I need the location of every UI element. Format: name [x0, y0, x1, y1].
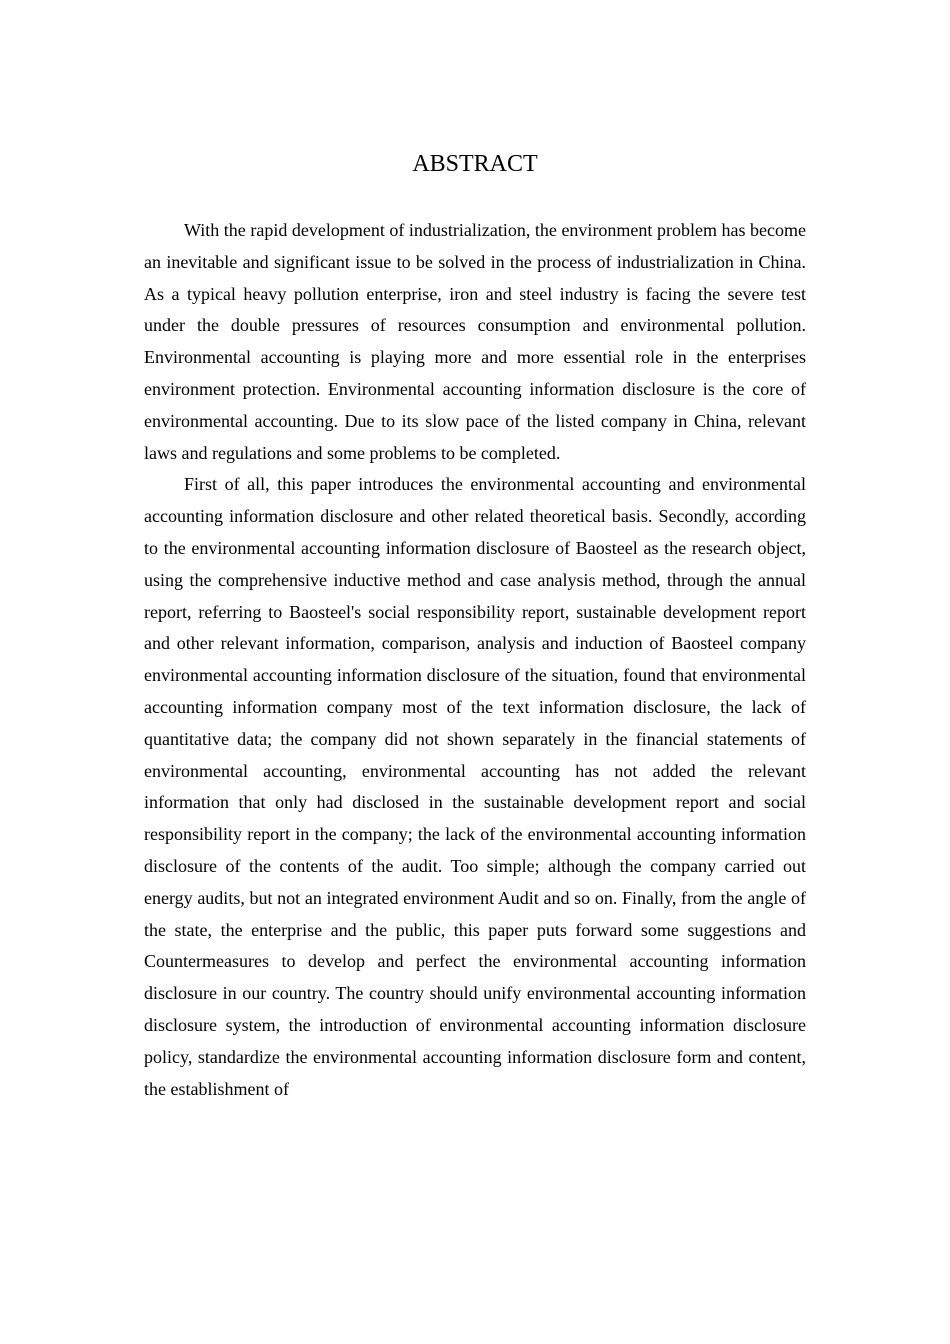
page-title: ABSTRACT	[412, 151, 538, 177]
abstract-paragraph-1: With the rapid development of industrialization, the environment problem has become an inevitable and significant issue to be solved in the process of industrialization in China. As a typical heavy pollution enterprise, iron and steel industry is facing the severe test under the double pressures of resources consumption and environmental pollution. Environmental accounting is playing more and more essential role in the enterprises environment protection. Environmental accounting information disclosure is the core of environmental accounting. Due to its slow pace of the listed company in China, relevant laws and regulations and some problems to be completed.	[144, 220, 806, 463]
abstract-body	[144, 215, 806, 1105]
abstract-paragraph-2: First of all, this paper introduces the environmental accounting and environmental accounting information disclosure and other related theoretical basis. Secondly, according to the environmental accounting information disclosure of Baosteel as the research object, using the comprehensive inductive method and case analysis method, through the annual report, referring to Baosteel's social responsibility report, sustainable development report and other relevant information, comparison, analysis and induction of Baosteel company environmental accounting information disclosure of the situation, found that environmental accounting information company most of the text information disclosure, the lack of quantitative data; the company did not shown separately in the financial statements of environmental accounting, environmental accounting has not added the relevant information that only had disclosed in the sustainable development report and social responsibility report in the company; the lack of the environmental accounting information disclosure of the contents of the audit. Too simple; although the company carried out energy audits, but not an integrated environment Audit and so on. Finally, from the angle of the state, the enterprise and the public, this paper puts forward some suggestions and Countermeasures to develop and perfect the environmental accounting information disclosure in our country. The country should unify environmental accounting information disclosure system, the introduction of environmental accounting information disclosure policy, standardize the environmental accounting information disclosure form and content, the establishment of	[144, 474, 806, 1099]
